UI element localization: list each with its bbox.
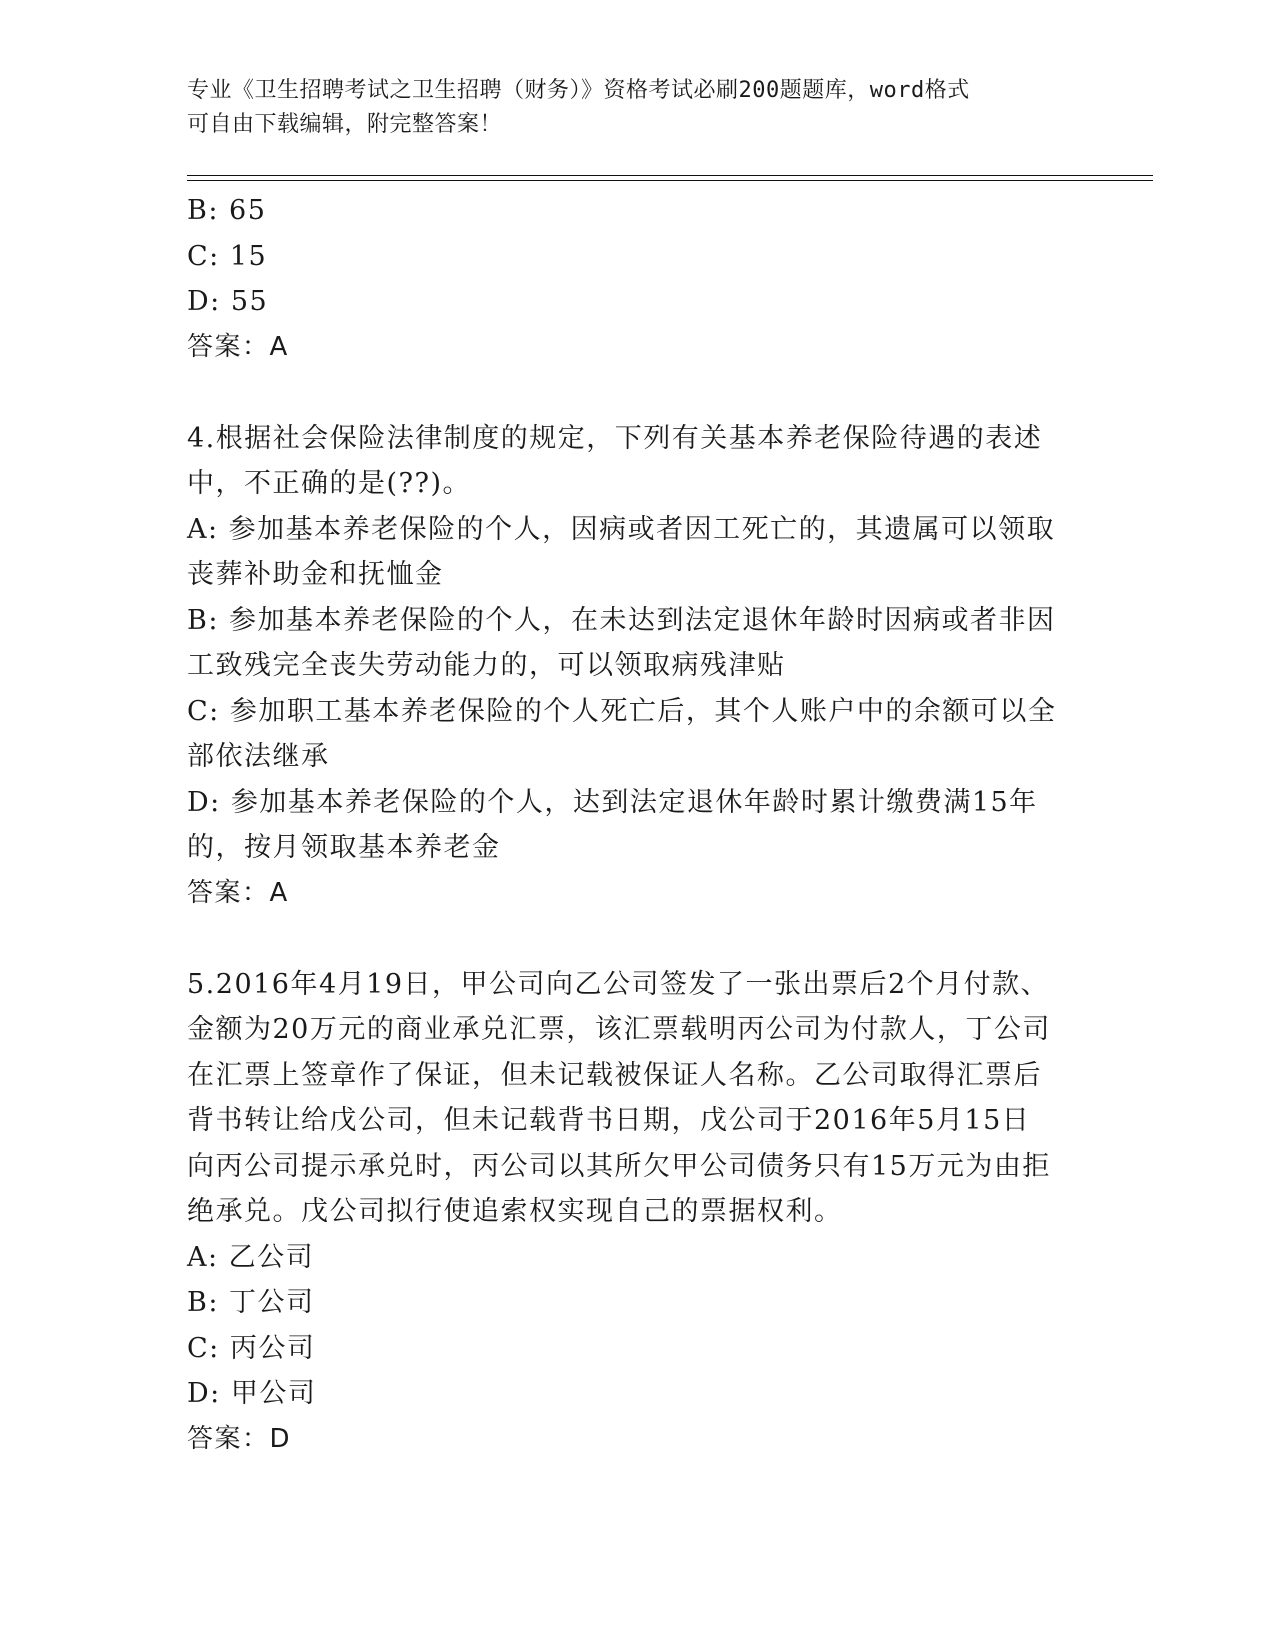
document-header <box>187 74 1087 142</box>
option-a: A: 参加基本养老保险的个人，因病或者因工死亡的，其遗属可以领取 <box>187 513 1056 545</box>
question-stem: 在汇票上签章作了保证，但未记载被保证人名称。乙公司取得汇票后 <box>187 1059 1042 1091</box>
option-b: B: 65 <box>187 195 267 226</box>
answer-line: 答案：A <box>187 331 289 362</box>
question-stem: 向丙公司提示承兑时，丙公司以其所欠甲公司债务只有15万元为由拒 <box>187 1150 1051 1182</box>
question-5 <box>187 962 1087 1463</box>
header-divider-top <box>187 175 1153 176</box>
option-b-continued: 工致残完全丧失劳动能力的，可以领取病残津贴 <box>187 650 786 681</box>
option-d-continued: 的，按月领取基本养老金 <box>187 832 501 863</box>
question-4 <box>187 416 1087 917</box>
question-stem: 中，不正确的是(??)。 <box>187 468 472 499</box>
option-b: B: 丁公司 <box>187 1287 315 1318</box>
question-stem: 4.根据社会保险法律制度的规定，下列有关基本养老保险待遇的表述 <box>187 422 1043 454</box>
header-divider-bottom <box>187 180 1153 181</box>
option-a: A: 乙公司 <box>187 1241 315 1273</box>
option-a-continued: 丧葬补助金和抚恤金 <box>187 559 444 590</box>
question-stem: 金额为20万元的商业承兑汇票，该汇票载明丙公司为付款人，丁公司 <box>187 1014 1051 1045</box>
document-body <box>187 188 1087 1462</box>
option-d: D: 55 <box>187 286 269 317</box>
header-title-line-1: 专业《卫生招聘考试之卫生招聘（财务）》资格考试必刷200题题库，word格式 <box>187 78 970 103</box>
option-c-continued: 部依法继承 <box>187 741 330 772</box>
option-c: C: 参加职工基本养老保险的个人死亡后，其个人账户中的余额可以全 <box>187 695 1057 727</box>
question-stem: 背书转让给戊公司，但未记载背书日期，戊公司于2016年5月15日 <box>187 1105 1031 1136</box>
question-stem: 5.2016年4月19日，甲公司向乙公司签发了一张出票后2个月付款、 <box>187 968 1050 1000</box>
answer-line: 答案：A <box>187 877 289 908</box>
option-c: C: 15 <box>187 240 268 272</box>
spacer <box>187 916 1087 962</box>
spacer <box>187 370 1087 416</box>
answer-line: 答案：D <box>187 1423 292 1454</box>
option-d: D: 参加基本养老保险的个人，达到法定退休年龄时累计缴费满15年 <box>187 786 1038 818</box>
option-c: C: 丙公司 <box>187 1332 316 1364</box>
question-stem: 绝承兑。戊公司拟行使追索权实现自己的票据权利。 <box>187 1196 843 1227</box>
question-3-tail <box>187 188 1087 370</box>
option-b: B: 参加基本养老保险的个人，在未达到法定退休年龄时因病或者非因 <box>187 604 1056 636</box>
option-d: D: 甲公司 <box>187 1378 317 1409</box>
header-title-line-2: 可自由下载编辑，附完整答案！ <box>187 112 503 137</box>
